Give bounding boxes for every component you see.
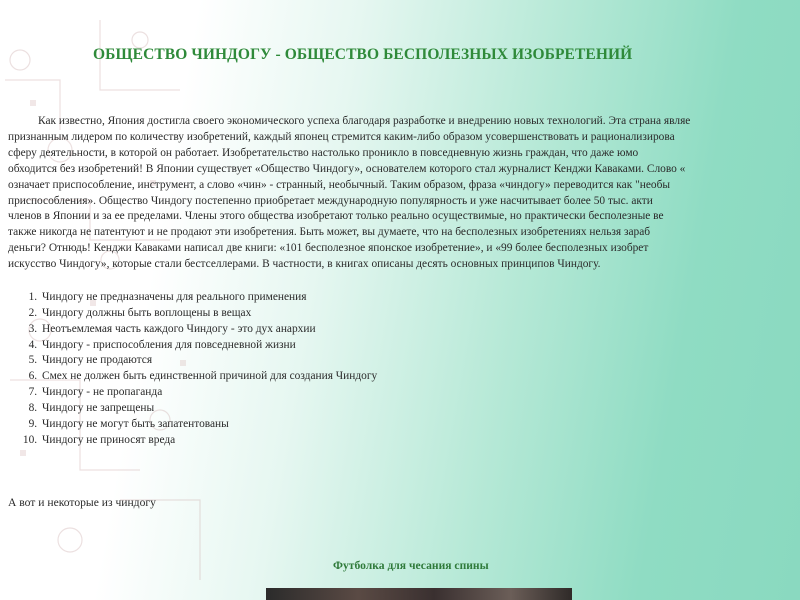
principle-item: 2. Чиндогу должны быть воплощены в вещах <box>40 306 540 322</box>
principle-item: 10. Чиндогу не приносят вреда <box>40 433 540 449</box>
paragraph-line: признанным лидером по количеству изобретений, каждый японец стремится каким-либо образом усовершенствовать и рационализирова <box>8 130 675 143</box>
principle-item: 7. Чиндогу - не пропаганда <box>40 385 540 401</box>
paragraph-line: обходится без изобретений! В Японии существует «Общество Чиндогу», основателем которого стал журналист Кенджи Каваками. Слово « <box>8 162 686 175</box>
principle-item: 3. Неотъемлемая часть каждого Чиндогу - это дух анархии <box>40 322 540 338</box>
principle-item: 8. Чиндогу не запрещены <box>40 401 540 417</box>
intro-paragraph <box>8 114 800 276</box>
principle-item: 9. Чиндогу не могут быть запатентованы <box>40 417 540 433</box>
principle-item: 6. Смех не должен быть единственной причиной для создания Чиндогу <box>40 369 540 385</box>
principle-item: 5. Чиндогу не продаются <box>40 353 540 369</box>
paragraph-line: искусство Чиндогу», которые стали бестселлерами. В частности, в книгах описаны десять основных принципов Чиндогу. <box>8 258 601 271</box>
paragraph-line: деньги? Отнюдь! Кенджи Каваками написал две книги: «101 бесполезное японское изобретение», и «99 более бесполезных изобрет <box>8 242 649 255</box>
principle-item: 1. Чиндогу не предназначены для реального применения <box>40 290 540 306</box>
gadgets-intro-text: А вот и некоторые из чиндогу <box>8 496 156 509</box>
paragraph-line: Как известно, Япония достигла своего экономического успеха благодаря разработке и внедрению новых технологий. Эта страна являе <box>38 115 691 127</box>
paragraph-line: также никогда не патентуют и не продают эти изобретения. Быть может, вы думаете, что на бесполезных изобретениях нельзя зараб <box>8 226 651 239</box>
gadget-photo <box>266 588 572 600</box>
paragraph-line: членов в Японии и за ее пределами. Члены этого общества изобретают только реально осуществимые, но практически бесполезные ве <box>8 210 664 223</box>
principle-item: 4. Чиндогу - приспособления для повседневной жизни <box>40 338 540 354</box>
gadget-caption: Футболка для чесания спины <box>333 559 489 572</box>
page-title: ОБЩЕСТВО ЧИНДОГУ - ОБЩЕСТВО БЕСПОЛЕЗНЫХ ИЗОБРЕТЕНИЙ <box>93 46 633 63</box>
principles-list <box>8 290 540 448</box>
paragraph-line: сферу деятельности, в которой он работает. Изобретательство настолько проникло в повседневную жизнь граждан, что даже юмо <box>8 146 639 159</box>
paragraph-line: приспособления». Общество Чиндогу постепенно приобретает международную популярность и уже насчитывает более 50 тыс. акти <box>8 194 653 207</box>
paragraph-line: означает приспособление, инструмент, а слово «чин» - странный, необычный. Таким образом, фраза «чиндогу» переводится как "необы <box>8 178 671 191</box>
